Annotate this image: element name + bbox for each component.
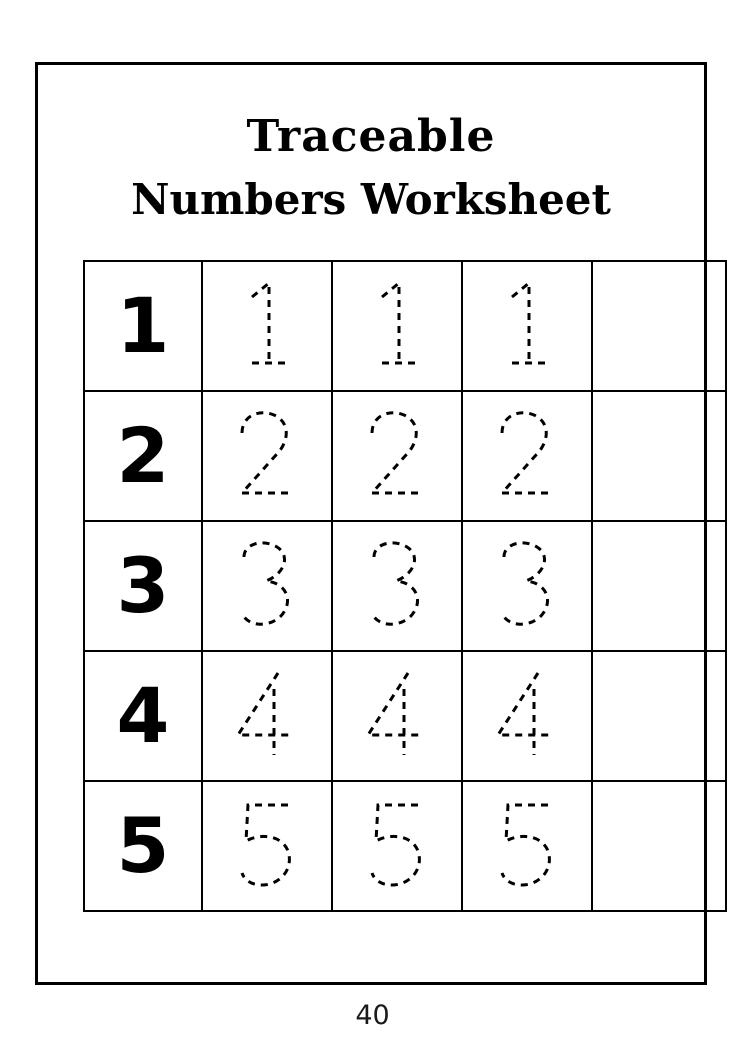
trace-cell[interactable] [202, 261, 332, 391]
dashed-digit-4-icon [222, 661, 312, 771]
dashed-digit-1-icon [352, 271, 442, 381]
dashed-digit-3-icon [482, 531, 572, 641]
trace-cell[interactable] [202, 651, 332, 781]
blank-practice-cell[interactable] [592, 781, 726, 911]
trace-grid-wrapper [83, 260, 659, 912]
trace-cell[interactable] [332, 261, 462, 391]
trace-cell[interactable] [202, 521, 332, 651]
table-row [84, 651, 726, 781]
model-digit-cell [84, 391, 202, 521]
dashed-digit-1-icon [482, 271, 572, 381]
model-digit: 5 [116, 800, 170, 890]
trace-cell[interactable] [462, 651, 592, 781]
page-number: 40 [355, 1000, 390, 1031]
blank-practice-cell[interactable] [592, 521, 726, 651]
trace-cell[interactable] [332, 781, 462, 911]
model-digit: 4 [116, 670, 170, 760]
traceable-numbers-grid [83, 260, 727, 912]
dashed-digit-2-icon [482, 401, 572, 511]
model-digit: 1 [116, 280, 170, 370]
page-title-line-2: Numbers Worksheet [131, 175, 611, 225]
trace-cell[interactable] [202, 391, 332, 521]
worksheet-page [35, 62, 707, 985]
dashed-digit-3-icon [352, 531, 442, 641]
dashed-digit-5-icon [482, 791, 572, 901]
table-row [84, 261, 726, 391]
trace-cell[interactable] [332, 651, 462, 781]
trace-cell[interactable] [462, 521, 592, 651]
dashed-digit-2-icon [222, 401, 312, 511]
trace-cell[interactable] [462, 261, 592, 391]
page-title-line-1: Traceable [246, 111, 496, 162]
dashed-digit-5-icon [222, 791, 312, 901]
model-digit: 3 [116, 540, 170, 630]
blank-practice-cell[interactable] [592, 261, 726, 391]
model-digit: 2 [116, 410, 170, 500]
blank-practice-cell[interactable] [592, 391, 726, 521]
trace-cell[interactable] [332, 521, 462, 651]
model-digit-cell [84, 261, 202, 391]
dashed-digit-3-icon [222, 531, 312, 641]
model-digit-cell [84, 651, 202, 781]
dashed-digit-4-icon [352, 661, 442, 771]
dashed-digit-5-icon [352, 791, 442, 901]
trace-cell[interactable] [332, 391, 462, 521]
blank-practice-cell[interactable] [592, 651, 726, 781]
title-block [38, 65, 704, 226]
trace-cell[interactable] [462, 391, 592, 521]
table-row [84, 781, 726, 911]
trace-cell[interactable] [202, 781, 332, 911]
dashed-digit-2-icon [352, 401, 442, 511]
dashed-digit-1-icon [222, 271, 312, 381]
table-row [84, 391, 726, 521]
trace-cell[interactable] [462, 781, 592, 911]
table-row [84, 521, 726, 651]
model-digit-cell [84, 521, 202, 651]
model-digit-cell [84, 781, 202, 911]
dashed-digit-4-icon [482, 661, 572, 771]
